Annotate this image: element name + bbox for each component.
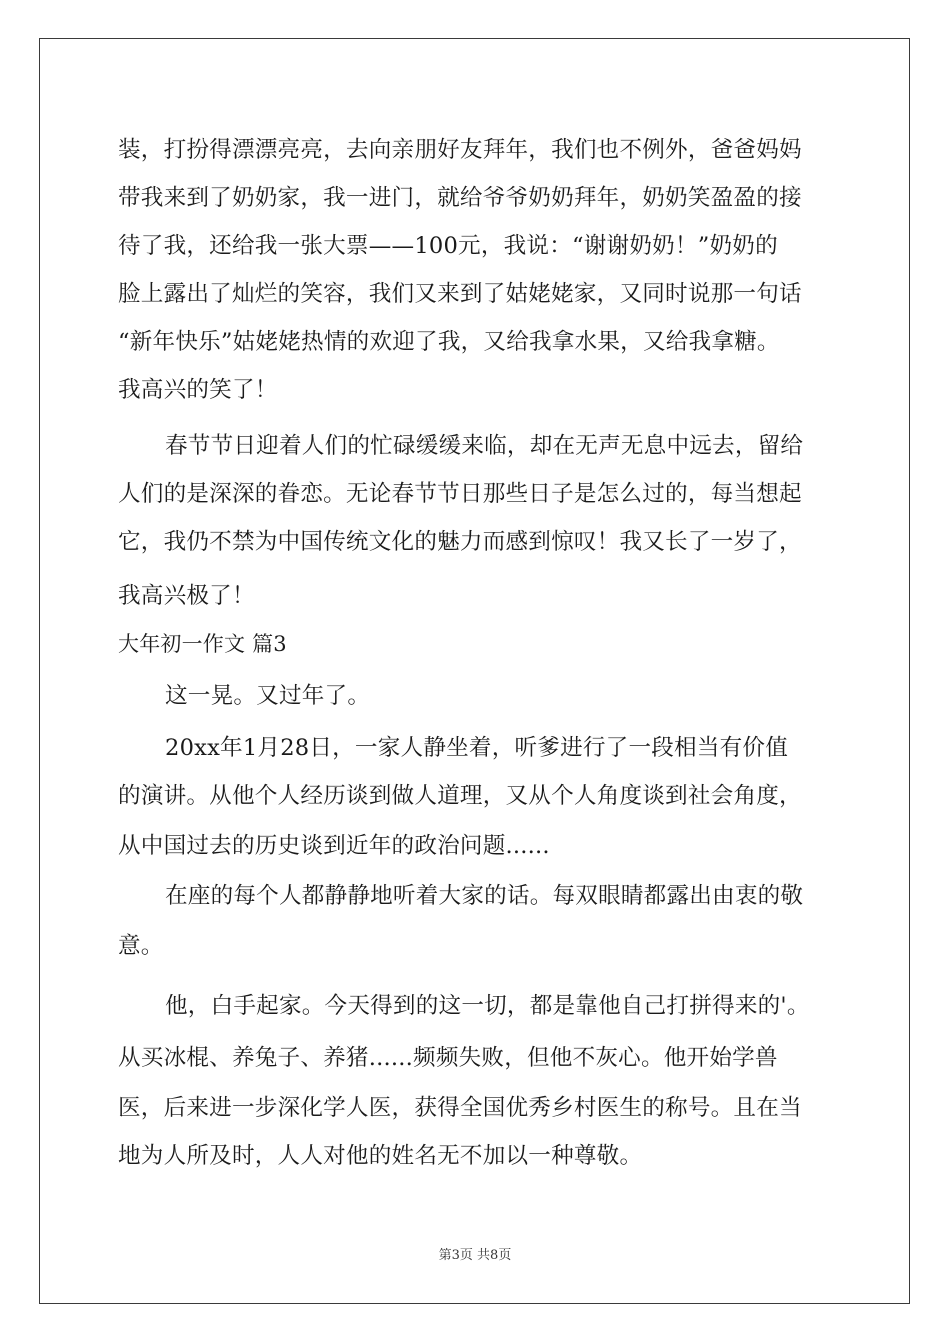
text-line: 意。: [118, 933, 164, 959]
text-line: 装，打扮得漂漂亮亮，去向亲朋好友拜年，我们也不例外，爸爸妈妈: [118, 137, 802, 163]
text-line: 人们的是深深的眷恋。无论春节节日那些日子是怎么过的，每当想起: [118, 481, 802, 507]
text-line: 的演讲。从他个人经历谈到做人道理，又从个人角度谈到社会角度，: [118, 783, 802, 809]
paragraph-start-line: 他，白手起家。今天得到的这一切，都是靠他自己打拼得来的'。: [165, 993, 810, 1019]
text-line: 从买冰棍、养兔子、养猪......频频失败，但他不灰心。他开始学兽: [118, 1045, 778, 1071]
text-line: “新年快乐”姑姥姥热情的欢迎了我，又给我拿水果，又给我拿糖。: [118, 329, 780, 355]
text-line: 我高兴极了！: [118, 583, 255, 609]
section-heading: 大年初一作文 篇3: [118, 632, 287, 656]
page-number-footer: 第3页 共8页: [438, 1248, 512, 1263]
text-line: 从中国过去的历史谈到近年的政治问题......: [118, 833, 550, 859]
paragraph-start-line: 春节节日迎着人们的忙碌缓缓来临，却在无声无息中远去，留给: [165, 433, 804, 459]
paragraph-start-line: 20xx年1月28日，一家人静坐着，听爹进行了一段相当有价值: [165, 735, 789, 761]
text-line: 我高兴的笑了！: [118, 377, 278, 403]
text-line: 待了我，还给我一张大票——100元，我说：“谢谢奶奶！”奶奶的: [118, 233, 778, 259]
text-line: 医，后来进一步深化学人医，获得全国优秀乡村医生的称号。且在当: [118, 1095, 802, 1121]
text-line: 带我来到了奶奶家，我一进门，就给爷爷奶奶拜年，奶奶笑盈盈的接: [118, 185, 802, 211]
paragraph-start-line: 这一晃。又过年了。: [165, 683, 371, 709]
paragraph-start-line: 在座的每个人都静静地听着大家的话。每双眼睛都露出由衷的敬: [165, 883, 804, 909]
text-line: 地为人所及时，人人对他的姓名无不加以一种尊敬。: [118, 1143, 643, 1169]
text-line: 它，我仍不禁为中国传统文化的魅力而感到惊叹！我又长了一岁了，: [118, 529, 802, 555]
text-line: 脸上露出了灿烂的笑容，我们又来到了姑姥姥家，又同时说那一句话: [118, 281, 802, 307]
